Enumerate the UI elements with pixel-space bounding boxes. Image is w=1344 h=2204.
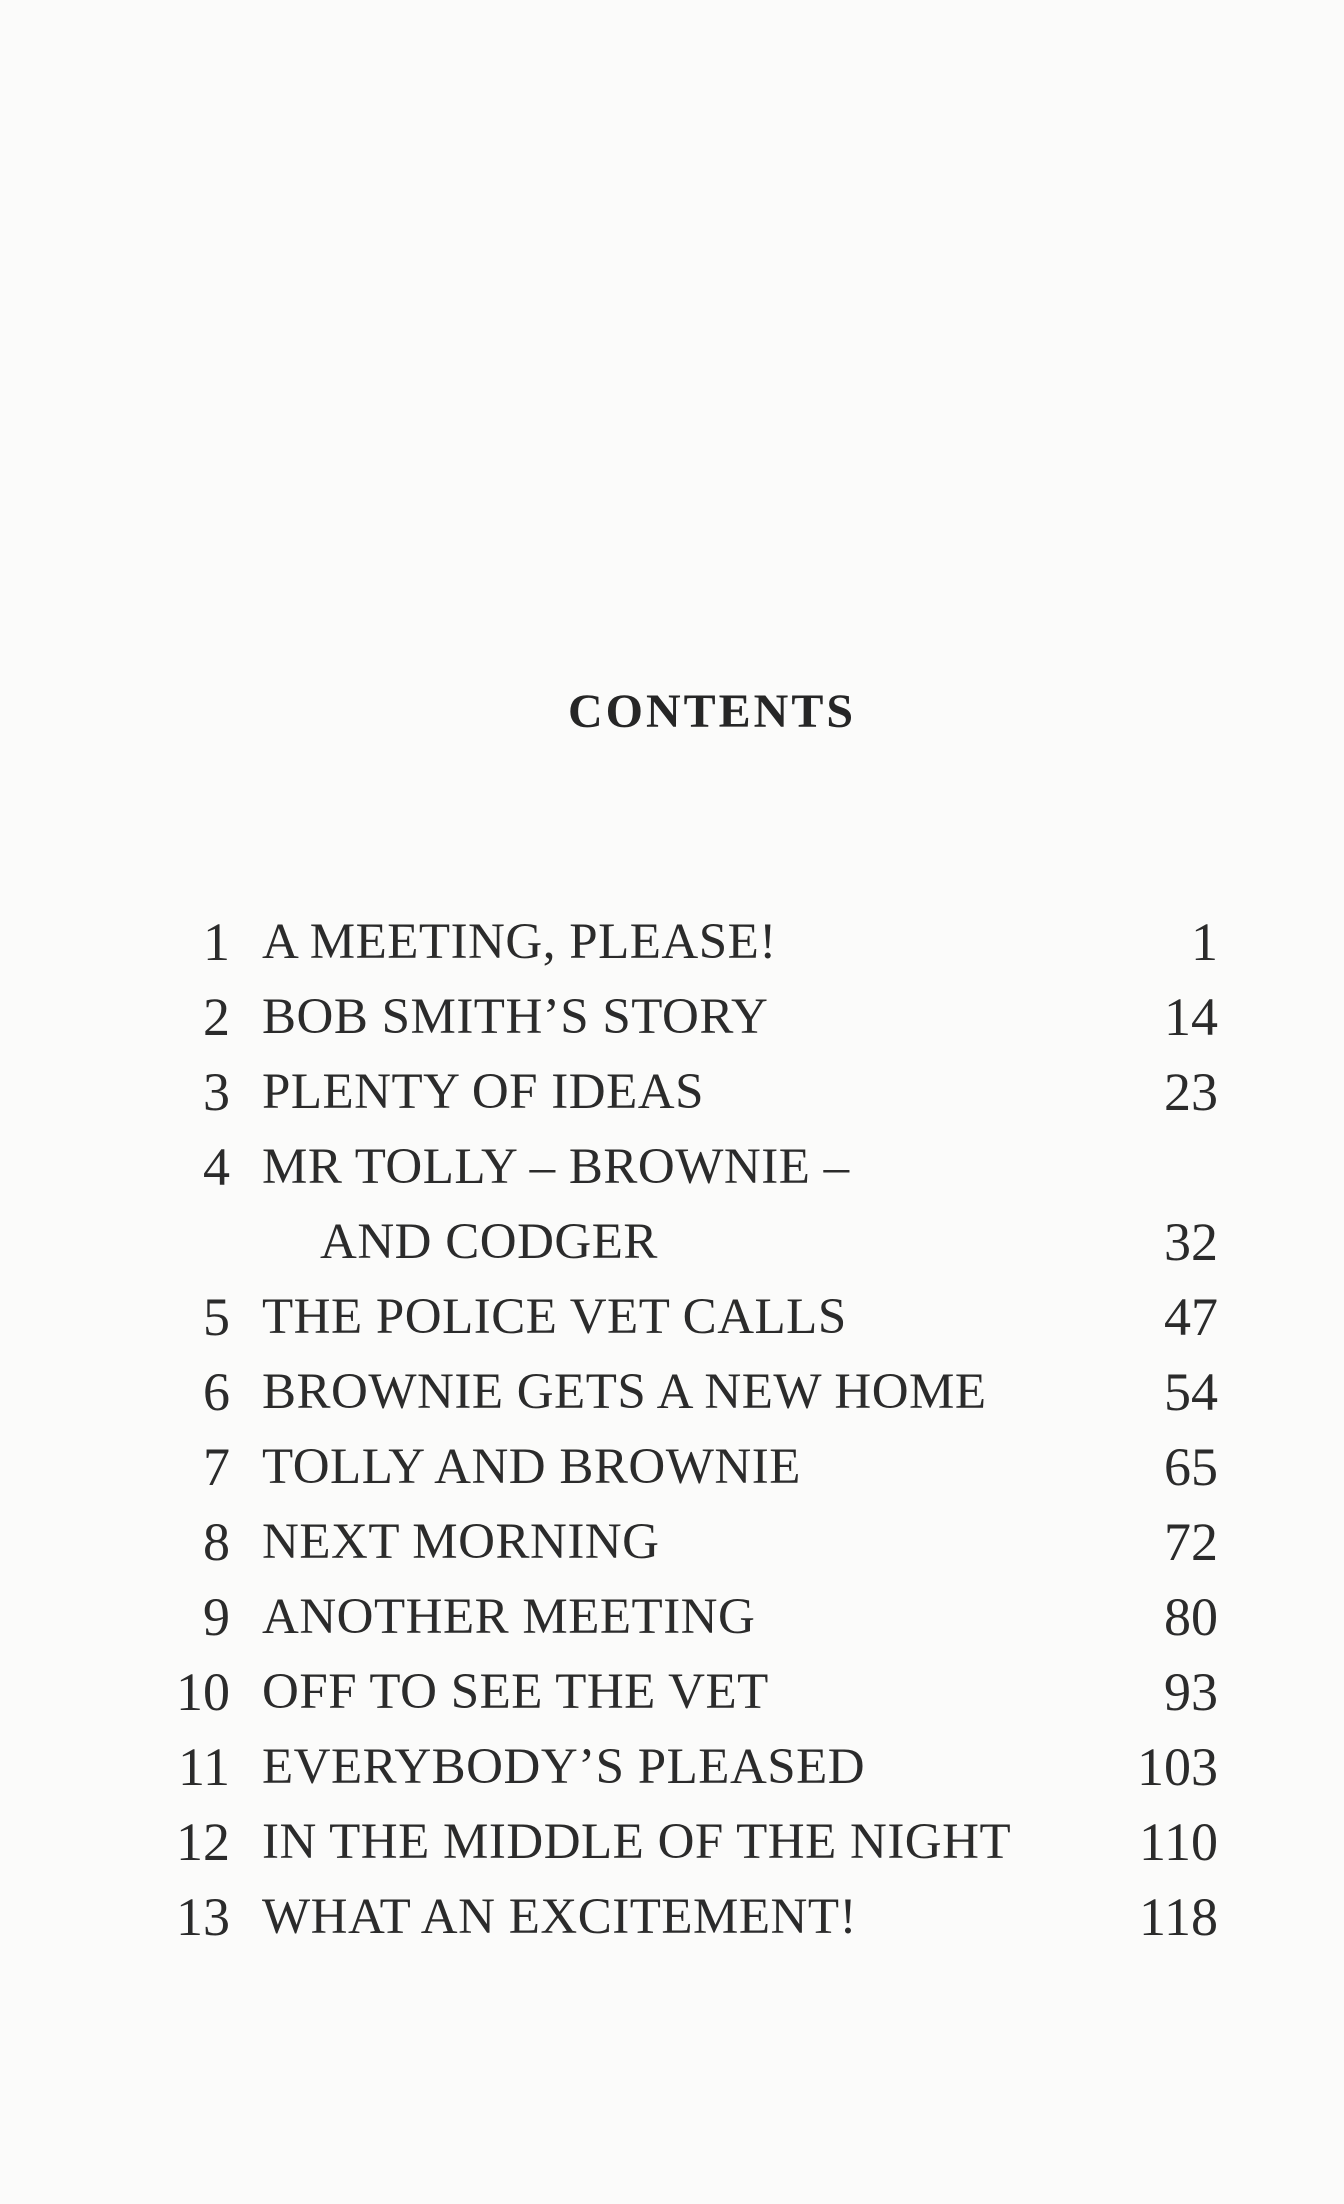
page-number: 110 xyxy=(1139,1812,1218,1872)
chapter-number: 5 xyxy=(203,1287,230,1347)
chapter-title: BROWNIE GETS A NEW HOME xyxy=(262,1364,987,1420)
chapter-title: TOLLY AND BROWNIE xyxy=(262,1439,801,1495)
toc-entry[interactable] xyxy=(0,1805,1344,1880)
toc-entry[interactable] xyxy=(0,1505,1344,1580)
chapter-title: A MEETING, PLEASE! xyxy=(262,914,777,970)
page-number: 65 xyxy=(1164,1437,1218,1497)
page-number: 72 xyxy=(1164,1512,1218,1572)
chapter-title: BOB SMITH’S STORY xyxy=(262,989,769,1045)
chapter-number: 12 xyxy=(176,1812,230,1872)
chapter-number: 4 xyxy=(203,1137,230,1197)
table-of-contents xyxy=(0,905,1344,1955)
page-number: 23 xyxy=(1164,1062,1218,1122)
chapter-number: 1 xyxy=(203,912,230,972)
toc-entry[interactable] xyxy=(0,1655,1344,1730)
chapter-title: PLENTY OF IDEAS xyxy=(262,1064,704,1120)
chapter-number: 9 xyxy=(203,1587,230,1647)
page-number: 47 xyxy=(1164,1287,1218,1347)
page-number: 118 xyxy=(1139,1887,1218,1947)
page-title: CONTENTS xyxy=(567,685,857,738)
chapter-number: 7 xyxy=(203,1437,230,1497)
chapter-title: ANOTHER MEETING xyxy=(262,1589,756,1645)
page-number: 14 xyxy=(1164,987,1218,1047)
chapter-number: 13 xyxy=(176,1887,230,1947)
page-number: 80 xyxy=(1164,1587,1218,1647)
chapter-title: MR TOLLY – BROWNIE – AND CODGER xyxy=(262,1130,850,1280)
toc-entry[interactable] xyxy=(0,1580,1344,1655)
toc-entry[interactable] xyxy=(0,1055,1344,1130)
toc-entry[interactable] xyxy=(0,1430,1344,1505)
toc-entry[interactable] xyxy=(0,1130,1344,1280)
toc-entry[interactable] xyxy=(0,980,1344,1055)
chapter-title: THE POLICE VET CALLS xyxy=(262,1289,847,1345)
chapter-title: EVERYBODY’S PLEASED xyxy=(262,1739,866,1795)
page-number: 32 xyxy=(1164,1212,1218,1272)
page-number: 1 xyxy=(1191,912,1218,972)
chapter-title-continuation: AND CODGER xyxy=(320,1214,658,1270)
toc-entry[interactable] xyxy=(0,1880,1344,1955)
page-number: 93 xyxy=(1164,1662,1218,1722)
chapter-title: IN THE MIDDLE OF THE NIGHT xyxy=(262,1814,1012,1870)
chapter-title: OFF TO SEE THE VET xyxy=(262,1664,769,1720)
chapter-title: NEXT MORNING xyxy=(262,1514,660,1570)
chapter-number: 11 xyxy=(178,1737,230,1797)
toc-entry[interactable] xyxy=(0,1280,1344,1355)
toc-entry[interactable] xyxy=(0,905,1344,980)
page-number: 54 xyxy=(1164,1362,1218,1422)
toc-entry[interactable] xyxy=(0,1355,1344,1430)
page-number: 103 xyxy=(1137,1737,1218,1797)
chapter-title: WHAT AN EXCITEMENT! xyxy=(262,1889,857,1945)
chapter-number: 3 xyxy=(203,1062,230,1122)
chapter-number: 10 xyxy=(176,1662,230,1722)
chapter-number: 6 xyxy=(203,1362,230,1422)
toc-entry[interactable] xyxy=(0,1730,1344,1805)
chapter-number: 8 xyxy=(203,1512,230,1572)
chapter-number: 2 xyxy=(203,987,230,1047)
